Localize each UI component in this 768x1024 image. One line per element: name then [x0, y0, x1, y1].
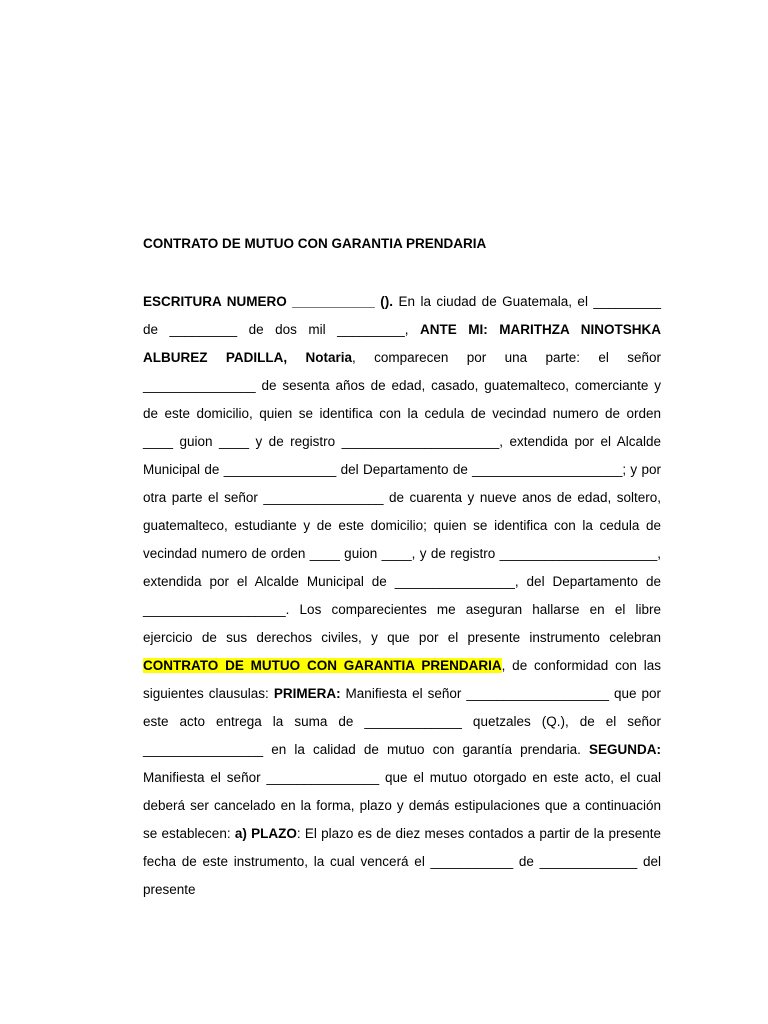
body-segment: Manifiesta el señor ___________________ que por este acto entrega la suma de _____________ quetzales (Q.), de el señor ________________ en la calidad de mutuo con garantía prendaria.	[143, 686, 662, 757]
subclause-heading-plazo: a) PLAZO	[234, 826, 297, 841]
deed-number: ESCRITURA NUMERO ___________ ().	[143, 294, 393, 309]
notary-name: ANTE MI: MARITHZA NINOTSHKA ALBUREZ PADILLA, Notaria	[143, 322, 661, 365]
body-segment: Manifiesta el señor _______________ que el mutuo otorgado en este acto, el cual deberá ser cancelado en la forma, plazo y demás estipulaciones que a continuación se establecen:	[143, 770, 661, 841]
body-segment: En la ciudad de Guatemala, el _________ de _________ de dos mil _________,	[143, 294, 661, 337]
contract-body	[143, 288, 661, 904]
document-title: CONTRATO DE MUTUO CON GARANTIA PRENDARIA	[143, 236, 487, 251]
body-segment: , de conformidad con las siguientes clausulas:	[143, 658, 661, 701]
body-segment: : El plazo es de diez meses contados a partir de la presente fecha de este instrumento, la cual vencerá el ___________ de _____________ del presente	[143, 826, 661, 897]
document-page	[143, 0, 661, 1024]
clause-heading-primera: PRIMERA:	[273, 686, 341, 701]
body-segment: , comparecen por una parte: el señor _______________ de sesenta años de edad, casado, guatemalteco, comerciante y de este domicilio, quien se identifica con la cedula de vecindad numero de orden ____ guion ____ y de registro _____________________, extendida por el Alcalde Municipal de _______________ del Departamento de ____________________; y por otra parte el señor ________________ de cuarenta y nueve anos de edad, soltero, guatemalteco, estudiante y de este domicilio; quien se identifica con la cedula de vecindad numero de orden ____ guion ____, y de registro _____________________, extendida por el Alcalde Municipal de ________________, del Departamento de ___________________. Los comparecientes me aseguran hallarse en el libre ejercicio de sus derechos civiles, y que por el presente instrumento celebran	[143, 350, 661, 645]
highlighted-contract-name: CONTRATO DE MUTUO CON GARANTIA PRENDARIA	[143, 658, 502, 673]
clause-heading-segunda: SEGUNDA:	[588, 742, 661, 757]
